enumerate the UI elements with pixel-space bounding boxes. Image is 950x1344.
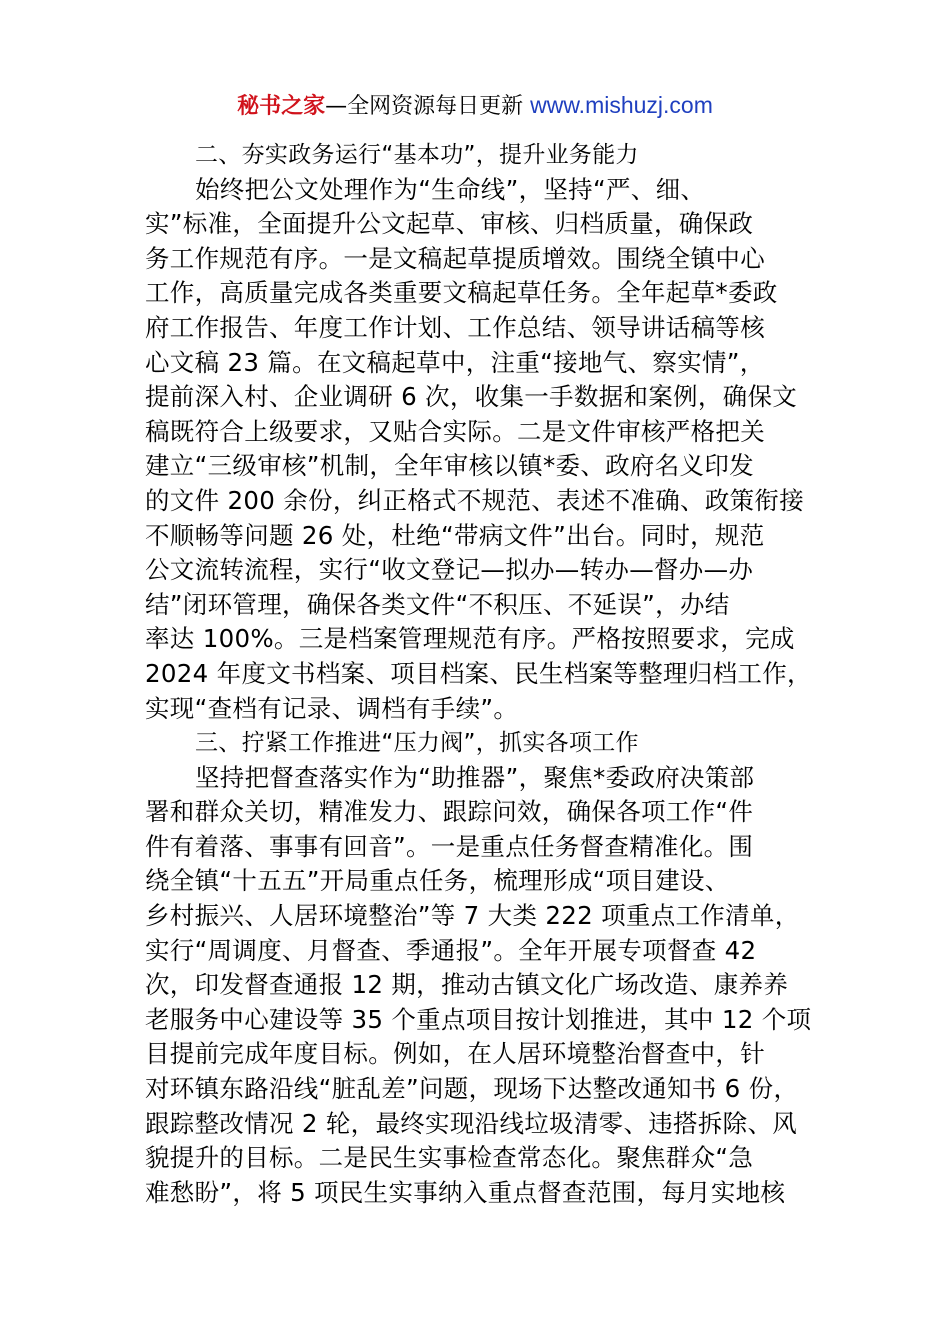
paragraph-line: 老服务中心建设等 35 个重点项目按计划推进，其中 12 个项 [145,1004,812,1034]
paragraph-line: 实现“查档有记录、调档有手续”。 [145,693,519,723]
paragraph-line: 务工作规范有序。一是文稿起草提质增效。围绕全镇中心 [145,243,765,273]
paragraph-line: 件有着落、事事有回音”。一是重点任务督查精准化。围 [145,831,754,861]
paragraph-line: 坚持把督查落实作为“助推器”，聚焦*委政府决策部 [195,762,755,792]
paragraph-line: 次，印发督查通报 12 期，推动古镇文化广场改造、康养养 [145,970,789,1000]
paragraph-line: 实”标准，全面提升公文起草、审核、归档质量，确保政 [145,209,754,239]
paragraph-line: 难愁盼”，将 5 项民生实事纳入重点督查范围，每月实地核 [145,1177,786,1207]
paragraph-line: 提前深入村、企业调研 6 次，收集一手数据和案例，确保文 [145,382,798,412]
paragraph-line: 稿既符合上级要求，又贴合实际。二是文件审核严格把关 [145,416,765,446]
paragraph-line: 对环镇东路沿线“脏乱差”问题，现场下达整改通知书 6 份， [145,1074,799,1104]
paragraph-line: 貌提升的目标。二是民生实事检查常态化。聚焦群众“急 [145,1143,754,1173]
site-url-link[interactable]: www.mishuzj.com [530,92,713,118]
paragraph-line: 2024 年度文书档案、项目档案、民生档案等整理归档工作， [145,658,812,688]
paragraph-line: 率达 100%。三是档案管理规范有序。严格按照要求，完成 [145,624,795,654]
brand-name: 秘书之家 [237,94,326,119]
paragraph-line: 实行“周调度、月督查、季通报”。全年开展专项督查 42 [145,935,757,965]
paragraph-line: 署和群众关切，精准发力、跟踪问效，确保各项工作“件 [145,797,754,827]
document-body [145,138,835,1210]
paragraph-line: 的文件 200 余份，纠正格式不规范、表述不准确、政策衔接 [145,485,805,515]
paragraph-line: 目提前完成年度目标。例如，在人居环境整治督查中，针 [145,1039,765,1069]
paragraph-line: 结”闭环管理，确保各类文件“不积压、不延误”，办结 [145,589,730,619]
paragraph-line: 乡村振兴、人居环境整治”等 7 大类 222 项重点工作清单， [145,901,800,931]
paragraph-line: 工作，高质量完成各类重要文稿起草任务。全年起草*委政 [145,278,778,308]
paragraph-line: 心文稿 23 篇。在文稿起草中，注重“接地气、察实情”， [145,347,765,377]
paragraph-line: 绕全镇“十五五”开局重点任务，梳理形成“项目建设、 [145,866,730,896]
header-tagline: —全网资源每日更新 [325,94,531,119]
paragraph-line: 建立“三级审核”机制，全年审核以镇*委、政府名义印发 [145,451,754,481]
paragraph-line: 公文流转流程，实行“收文登记—拟办—转办—督办—办 [145,555,754,585]
paragraph-line: 不顺畅等问题 26 处，杜绝“带病文件”出台。同时，规范 [145,520,765,550]
site-header [0,88,950,124]
paragraph-line: 府工作报告、年度工作计划、工作总结、领导讲话稿等核 [145,312,765,342]
section-heading: 三、拧紧工作推进“压力阀”，抓实各项工作 [195,730,639,757]
paragraph-line: 始终把公文处理作为“生命线”，坚持“严、细、 [195,174,706,204]
section-heading: 二、夯实政务运行“基本功”，提升业务能力 [195,142,639,168]
paragraph-line: 跟踪整改情况 2 轮，最终实现沿线垃圾清零、违搭拆除、风 [145,1108,798,1138]
